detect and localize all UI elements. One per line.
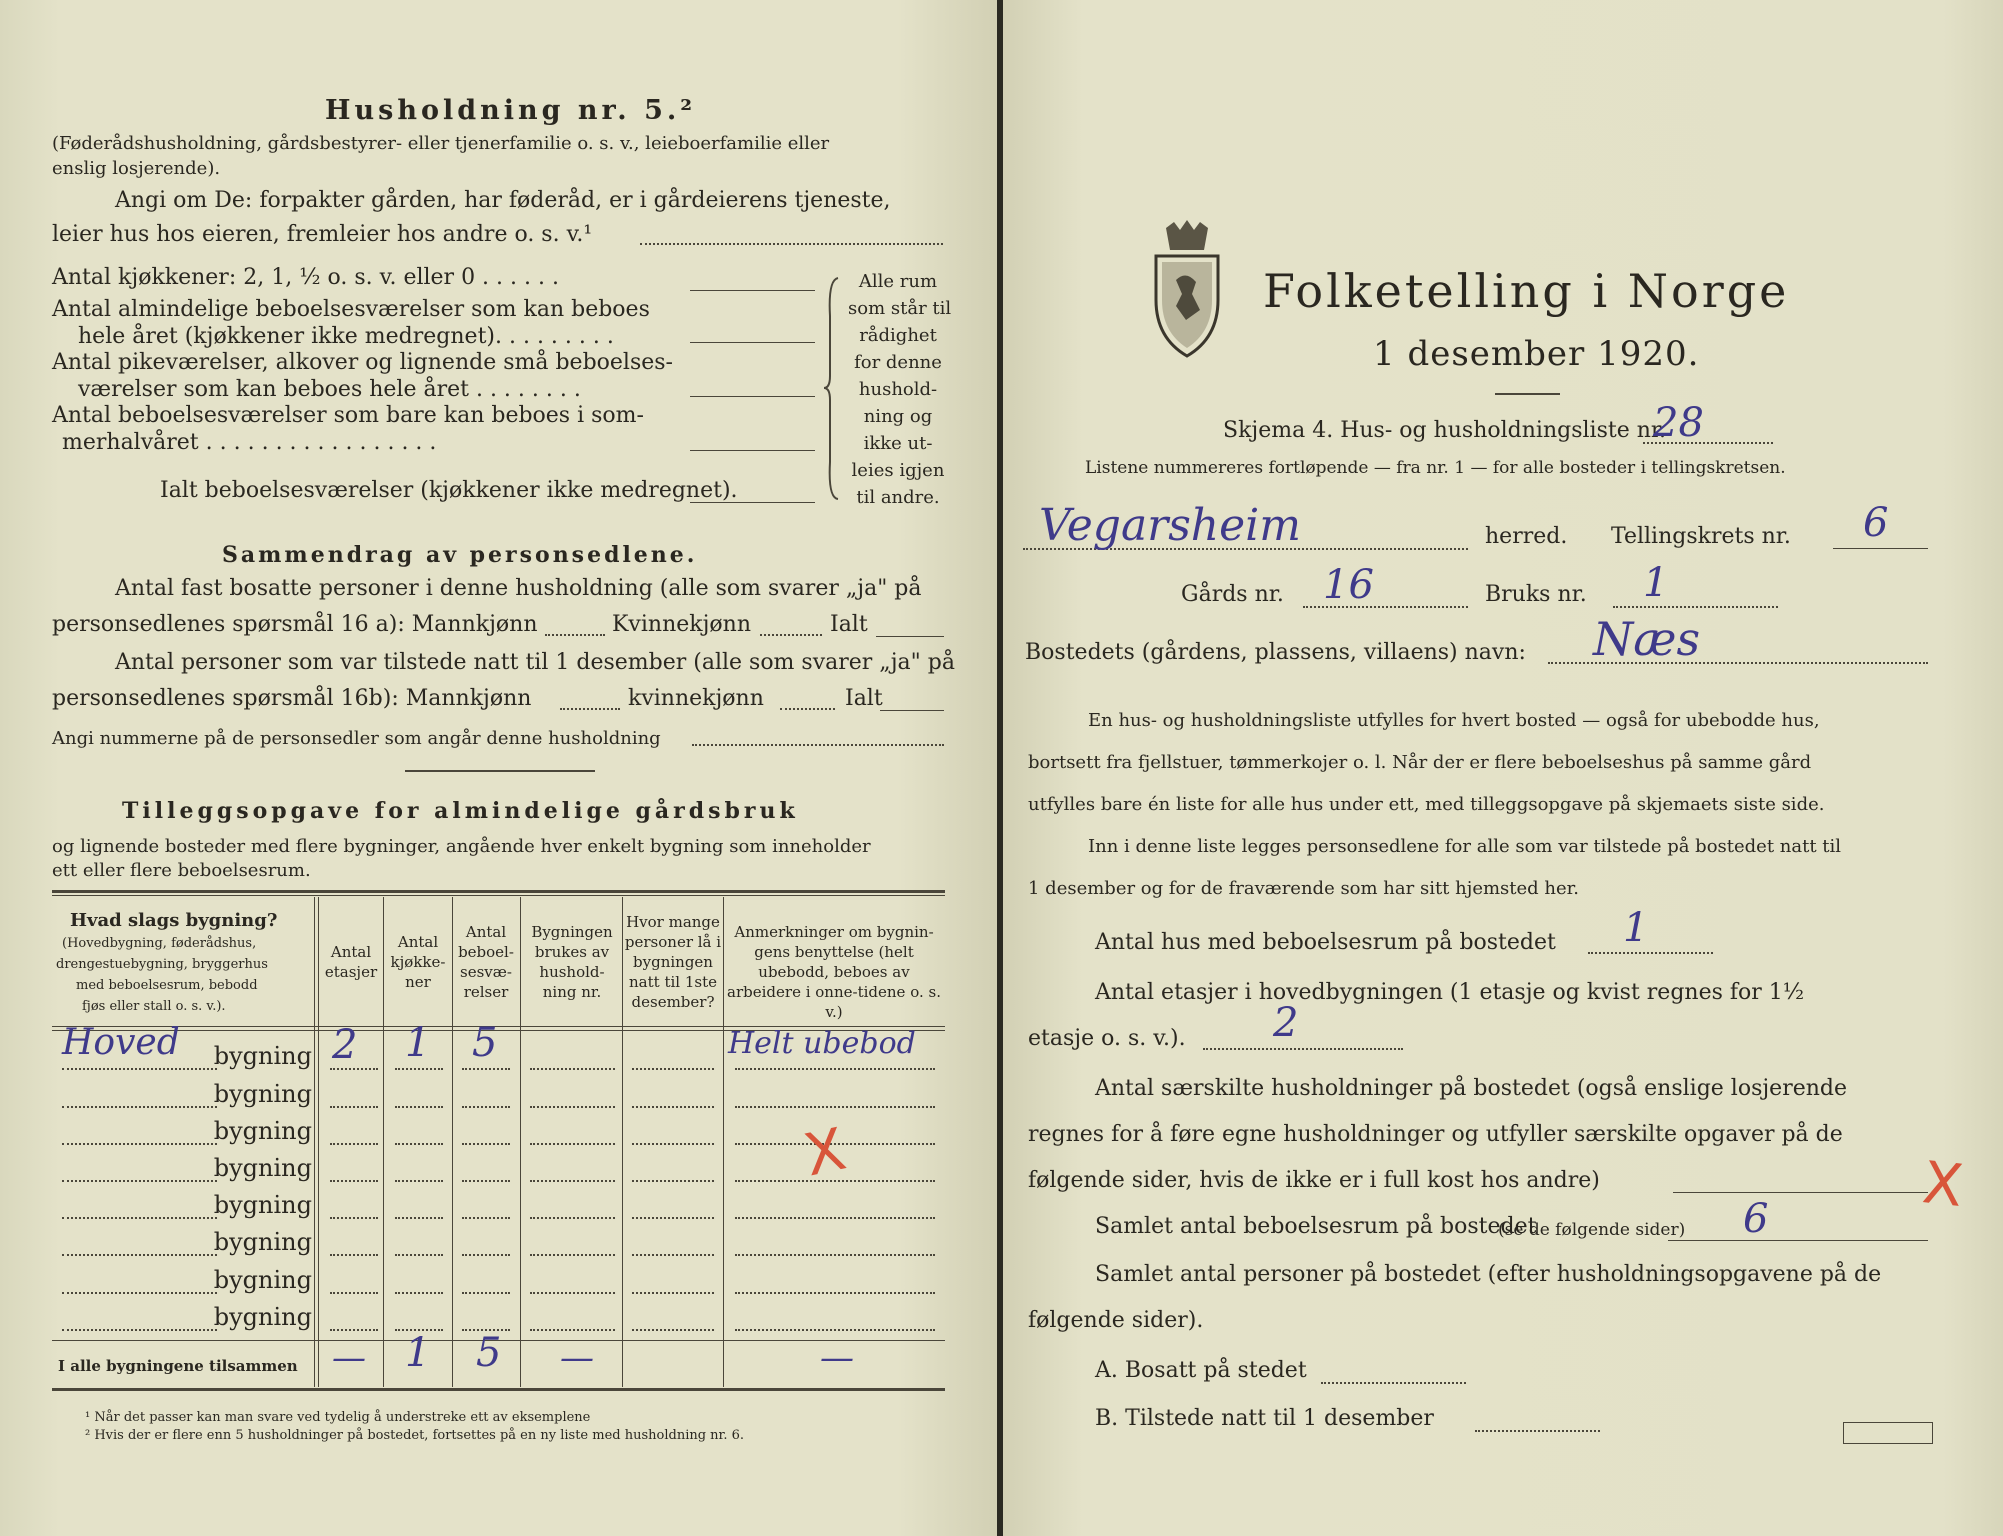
q-kitchens: Antal kjøkkener: 2, 1, ½ o. s. v. eller 0 . . . . . . — [52, 265, 559, 290]
tellingskrets-value: 6 — [1863, 500, 1889, 546]
row-cell-line — [395, 1292, 443, 1294]
col-divider — [520, 897, 521, 1387]
table-top-rule-2 — [52, 895, 945, 896]
row-name-line — [62, 1068, 217, 1070]
row-name-line — [62, 1180, 217, 1182]
red-x-mark-left: X — [798, 1114, 852, 1190]
bruks-line — [1613, 606, 1778, 608]
row-cell-line — [735, 1254, 935, 1256]
personer-line-1: Samlet antal personer på bostedet (efter husholdningsopgavene på de — [1095, 1262, 1882, 1287]
s2-male-line — [560, 708, 620, 710]
row-cell-line — [330, 1106, 378, 1108]
col-anmerkninger-header: Anmerkninger om bygnin-gens benyttelse (helt ubebodd, beboes av arbeidere i onne-tidene o. s. v.) — [727, 923, 941, 1021]
etasjer-value: 2 — [1273, 1000, 1299, 1046]
s2-female-line — [780, 708, 835, 710]
brace-note-line: leies igjen — [851, 460, 945, 481]
col-divider — [314, 897, 315, 1387]
summary-female-label-2: kvinnekjønn — [628, 686, 764, 711]
row-name-line — [62, 1292, 217, 1294]
herred-label: herred. — [1485, 524, 1568, 549]
etasjer-line-1: Antal etasjer i hovedbygningen (1 etasje og kvist regnes for 1½ — [1095, 980, 1805, 1005]
row-cell-line — [330, 1329, 378, 1331]
brace-note-line: for denne — [854, 352, 942, 373]
row-bygning-label: bygning — [213, 1154, 312, 1182]
s1-total-line — [876, 636, 944, 637]
row-cell-line — [735, 1106, 935, 1108]
brace-note-line: Alle rum — [858, 271, 938, 292]
q-total-rooms-line — [690, 502, 815, 503]
col0-sub: fjøs eller stall o. s. v.). — [82, 999, 226, 1014]
brace-note-line: til andre. — [856, 487, 940, 508]
samlet-value: 6 — [1743, 1196, 1769, 1242]
row-name-line — [62, 1254, 217, 1256]
row-name-line — [62, 1217, 217, 1219]
summary-heading: Sammendrag av personsedlene. — [222, 542, 698, 568]
norway-coat-of-arms-icon — [1146, 220, 1228, 360]
row1-vaerelser: 5 — [472, 1020, 498, 1066]
q-total-rooms: Ialt beboelsesværelser (kjøkkener ikke medregnet). — [160, 478, 738, 503]
instruction-4: Inn i denne liste legges personsedlene for alle som var tilstede på bostedet natt til — [1088, 836, 1842, 857]
gards-value: 16 — [1323, 562, 1374, 608]
row-cell-line — [530, 1292, 615, 1294]
tilstede-line — [1475, 1430, 1600, 1432]
brace-note-line: hushold- — [858, 379, 938, 400]
row-cell-line — [735, 1329, 935, 1331]
s3-answer-line — [692, 744, 944, 746]
brace-icon — [822, 276, 844, 501]
col-husholdning-header: Bygningen brukes av hushold-ning nr. — [531, 923, 613, 1001]
col-divider — [452, 897, 453, 1387]
summary-total-label-2: Ialt — [845, 686, 883, 711]
instruction-3: utfylles bare én liste for alle hus under ett, med tilleggsopgave på skjemaets siste side. — [1028, 794, 1825, 815]
row-cell-line — [330, 1254, 378, 1256]
q-summer-rooms-line — [690, 450, 815, 451]
row-cell-line — [395, 1106, 443, 1108]
form-title: Folketelling i Norge — [1263, 264, 1790, 318]
row-cell-line — [395, 1180, 443, 1182]
hus-line — [1588, 952, 1713, 954]
tillegg-line-2: ett eller flere beboelsesrum. — [52, 860, 311, 881]
red-x-mark-right: X — [1919, 1148, 1967, 1220]
bruks-value: 1 — [1643, 560, 1669, 606]
summary-line-2a: Antal personer som var tilstede natt til 1 desember (alle som svarer „ja" på — [115, 650, 955, 675]
row-bygning-label: bygning — [213, 1266, 312, 1294]
samlet-answer-line — [1668, 1240, 1928, 1241]
row-cell-line — [462, 1068, 510, 1070]
row-cell-line — [330, 1217, 378, 1219]
row-cell-line — [395, 1254, 443, 1256]
row-cell-line — [530, 1329, 615, 1331]
total-row-label: I alle bygningene tilsammen — [58, 1357, 298, 1375]
col0-sub: med beboelsesrum, bebodd — [76, 978, 258, 993]
brace-note-line: ikke ut- — [863, 433, 933, 454]
row-cell-line — [395, 1068, 443, 1070]
household-heading: Husholdning nr. 5.² — [325, 95, 697, 126]
row-cell-line — [530, 1143, 615, 1145]
q-kitchens-line — [690, 290, 815, 291]
row-cell-line — [632, 1292, 714, 1294]
row-cell-line — [530, 1254, 615, 1256]
footnote-2: ² Hvis der er flere enn 5 husholdninger på bostedet, fortsettes på en ny liste med husholdning nr. 6. — [85, 1428, 745, 1443]
sarskilte-line-1: Antal særskilte husholdninger på bostedet (også enslige losjerende — [1095, 1076, 1848, 1101]
s2-total-line — [880, 710, 944, 711]
household-subtitle-1: (Føderådshusholdning, gårdsbestyrer- eller tjenerfamilie o. s. v., leieboerfamilie eller — [52, 133, 830, 154]
sarskilte-line-3: følgende sider, hvis de ikke er i full kost hos andre) — [1028, 1168, 1600, 1193]
q-summer-rooms-a: Antal beboelsesværelser som bare kan beboes i som- — [52, 403, 644, 428]
row-cell-line — [530, 1180, 615, 1182]
ask-line-1: Angi om De: forpakter gården, har føderåd, er i gårdeierens tjeneste, — [115, 188, 891, 213]
row-name-line — [62, 1329, 217, 1331]
row-cell-line — [395, 1217, 443, 1219]
row-bygning-label: bygning — [213, 1228, 312, 1256]
s1-female-line — [760, 634, 822, 636]
tillegg-line-1: og lignende bosteder med flere bygninger, angående hver enkelt bygning som inneholder — [52, 836, 871, 857]
row-cell-line — [462, 1254, 510, 1256]
instruction-1: En hus- og husholdningsliste utfylles for hvert bosted — også for ubebodde hus, — [1088, 710, 1820, 731]
total-husholdning: — — [560, 1338, 594, 1378]
col-vaerelser-header: Antal beboel-sesvæ-relser — [458, 923, 514, 1001]
q-small-rooms-line — [690, 396, 815, 397]
row-cell-line — [632, 1180, 714, 1182]
summary-line-2b: personsedlenes spørsmål 16b): Mannkjønn — [52, 686, 532, 711]
list-note: Listene nummereres fortløpende — fra nr. 1 — for alle bosteder i tellingskretsen. — [1085, 458, 1786, 478]
bosatt-label: A. Bosatt på stedet — [1095, 1358, 1307, 1383]
etasjer-answer-line — [1203, 1048, 1403, 1050]
row-cell-line — [330, 1068, 378, 1070]
q-rooms-line — [690, 342, 815, 343]
row-bygning-label: bygning — [213, 1080, 312, 1108]
ask-answer-line — [640, 243, 943, 245]
bruks-label: Bruks nr. — [1485, 582, 1587, 607]
household-subtitle-2: enslig losjerende). — [52, 158, 221, 179]
personer-line-2: følgende sider). — [1028, 1308, 1204, 1333]
separator — [405, 770, 595, 772]
row-cell-line — [395, 1143, 443, 1145]
row1-kjokken: 1 — [405, 1020, 431, 1066]
q-summer-rooms-b: merhalvåret . . . . . . . . . . . . . . . . . — [62, 430, 437, 455]
tellingskrets-label: Tellingskrets nr. — [1611, 524, 1791, 549]
total-etasjer: — — [332, 1338, 366, 1378]
s1-male-line — [545, 634, 605, 636]
row-cell-line — [632, 1106, 714, 1108]
brace-note-line: som står til — [848, 298, 952, 319]
printer-stamp — [1843, 1422, 1933, 1444]
col-divider — [622, 897, 623, 1387]
col-divider — [723, 897, 724, 1387]
col0-title: Hvad slags bygning? — [70, 910, 278, 931]
brace-note-line: ning og — [863, 406, 933, 427]
footnote-1: ¹ Når det passer kan man svare ved tydelig å understreke ett av eksemplene — [85, 1410, 591, 1425]
q-rooms-a: Antal almindelige beboelsesværelser som kan beboes — [52, 297, 650, 322]
summary-line-1b: personsedlenes spørsmål 16 a): Mannkjønn — [52, 612, 538, 637]
row-cell-line — [330, 1180, 378, 1182]
form-date: 1 desember 1920. — [1373, 334, 1700, 374]
col-etasjer-header: Antal etasjer — [324, 943, 378, 981]
col0-sub: (Hovedbygning, føderådshus, — [62, 936, 257, 951]
col-divider — [318, 897, 319, 1387]
total-vaerelser: 5 — [476, 1330, 502, 1376]
row-cell-line — [462, 1292, 510, 1294]
row-bygning-label: bygning — [213, 1042, 312, 1070]
schema-nr-value: 28 — [1653, 400, 1704, 446]
tilstede-label: B. Tilstede natt til 1 desember — [1095, 1406, 1434, 1431]
total-anm: — — [820, 1338, 854, 1378]
etasjer-line-2: etasje o. s. v.). — [1028, 1026, 1186, 1051]
bosted-value: Næs — [1593, 612, 1701, 666]
row1-name: Hoved — [62, 1022, 180, 1063]
hus-value: 1 — [1623, 905, 1649, 951]
instruction-5: 1 desember og for de fraværende som har sitt hjemsted her. — [1028, 878, 1579, 899]
row-cell-line — [330, 1292, 378, 1294]
row-cell-line — [530, 1217, 615, 1219]
row-bygning-label: bygning — [213, 1191, 312, 1219]
row-cell-line — [530, 1106, 615, 1108]
row-name-line — [62, 1143, 217, 1145]
hus-label: Antal hus med beboelsesrum på bostedet — [1095, 930, 1556, 955]
row-cell-line — [735, 1068, 935, 1070]
row1-etasjer: 2 — [332, 1022, 358, 1068]
row-cell-line — [462, 1106, 510, 1108]
row-name-line — [62, 1106, 217, 1108]
table-bottom-rule — [52, 1388, 945, 1391]
summary-total-label: Ialt — [830, 612, 868, 637]
row-cell-line — [632, 1254, 714, 1256]
tillegg-heading: Tilleggsopgave for almindelige gårdsbruk — [122, 798, 799, 824]
title-rule — [1495, 393, 1560, 395]
total-kjokken: 1 — [405, 1330, 431, 1376]
row1-anm: Helt ubebod — [728, 1026, 916, 1061]
q-small-rooms-a: Antal pikeværelser, alkover og lignende små beboelses- — [52, 350, 673, 375]
row-cell-line — [632, 1217, 714, 1219]
tellingskrets-line — [1833, 548, 1928, 549]
row-cell-line — [632, 1329, 714, 1331]
table-top-rule — [52, 890, 945, 893]
q-rooms-b: hele året (kjøkkener ikke medregnet). . . . . . . . . — [78, 324, 614, 349]
row-cell-line — [735, 1292, 935, 1294]
gards-label: Gårds nr. — [1181, 582, 1284, 607]
samlet-label: Samlet antal beboelsesrum på bostedet — [1095, 1214, 1537, 1239]
col-divider — [383, 897, 384, 1387]
row-bygning-label: bygning — [213, 1117, 312, 1145]
row-cell-line — [462, 1180, 510, 1182]
col-personer-header: Hvor mange personer lå i bygningen natt til 1ste desember? — [624, 913, 722, 1011]
row-cell-line — [632, 1143, 714, 1145]
summary-female-label: Kvinnekjønn — [612, 612, 751, 637]
q-small-rooms-b: værelser som kan beboes hele året . . . . . . . . — [78, 377, 581, 402]
row-cell-line — [462, 1217, 510, 1219]
summary-line-1a: Antal fast bosatte personer i denne husholdning (alle som svarer „ja" på — [115, 576, 922, 601]
row-cell-line — [462, 1143, 510, 1145]
brace-note-line: rådighet — [859, 325, 937, 346]
left-page — [0, 0, 997, 1536]
row-cell-line — [735, 1217, 935, 1219]
row-bygning-label: bygning — [213, 1303, 312, 1331]
sarskilte-answer-line — [1673, 1192, 1928, 1193]
row-cell-line — [530, 1068, 615, 1070]
sarskilte-line-2: regnes for å føre egne husholdninger og utfyller særskilte opgaver på de — [1028, 1122, 1843, 1147]
instruction-2: bortsett fra fjellstuer, tømmerkojer o. l. Når der er flere beboelseshus på samme gård — [1028, 752, 1812, 773]
ask-line-2: leier hus hos eieren, fremleier hos andre o. s. v.¹ — [52, 222, 593, 247]
right-page — [1003, 0, 2003, 1536]
herred-value: Vegarsheim — [1039, 500, 1301, 551]
summary-numbers-line: Angi nummerne på de personsedler som angår denne husholdning — [52, 728, 661, 749]
samlet-note: (se de følgende sider) — [1498, 1220, 1686, 1240]
brace-note — [848, 268, 952, 511]
bosted-label: Bostedets (gårdens, plassens, villaens) navn: — [1025, 640, 1526, 665]
bosatt-line — [1321, 1382, 1466, 1384]
col0-sub: drengestuebygning, bryggerhus — [56, 957, 268, 972]
col-kjokken-header: Antal kjøkke-ner — [390, 933, 446, 991]
row-cell-line — [330, 1143, 378, 1145]
schema-line: Skjema 4. Hus- og husholdningsliste nr. — [1223, 418, 1666, 443]
row-cell-line — [632, 1068, 714, 1070]
